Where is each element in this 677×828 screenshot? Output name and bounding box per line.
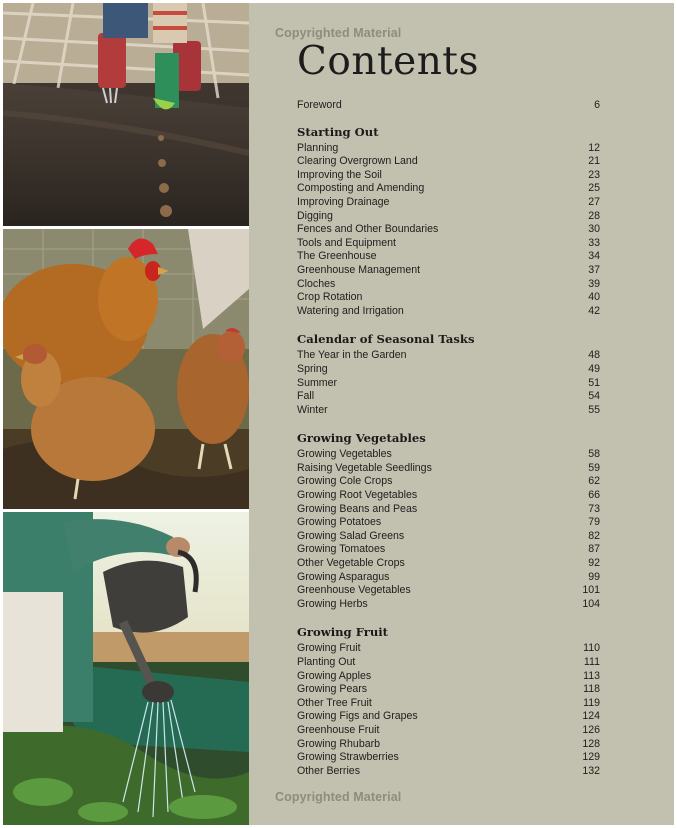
toc-entry-title: Other Tree Fruit [297, 696, 372, 709]
toc-entry-page: 6 [594, 99, 600, 111]
toc-entry-title: Growing Figs and Grapes [297, 710, 418, 723]
toc-entry-page: 27 [588, 195, 600, 208]
toc-entry-title: Clearing Overgrown Land [297, 155, 418, 168]
toc-section [297, 125, 600, 319]
toc-entry [297, 642, 600, 656]
toc-entry [297, 377, 600, 391]
toc-entry-title: The Year in the Garden [297, 349, 407, 362]
toc-entry-title: Growing Cole Crops [297, 475, 393, 488]
toc-entry-title: Growing Beans and Peas [297, 502, 418, 515]
toc-entry [297, 448, 600, 462]
toc-entry-page: 54 [588, 390, 600, 403]
toc-entry-title: Planning [297, 141, 339, 154]
toc-entry-title: Digging [297, 209, 333, 222]
toc-entry-title: The Greenhouse [297, 250, 377, 263]
toc-entry [297, 598, 600, 612]
toc-entry-title: Winter [297, 403, 328, 416]
toc-entry [297, 462, 600, 476]
toc-entry-title: Planting Out [297, 656, 356, 668]
photo-watering-can [3, 512, 249, 825]
toc-entry [297, 724, 600, 738]
toc-entry-page: 87 [588, 543, 600, 556]
toc-section-title: Growing Vegetables [297, 431, 426, 446]
toc-section [297, 625, 600, 778]
toc-entry-page: 119 [583, 696, 600, 709]
toc-entry-page: 124 [582, 710, 600, 723]
toc-entry-page: 25 [588, 182, 600, 195]
toc-entry [297, 530, 600, 544]
toc-entry-page: 129 [582, 751, 600, 764]
toc-entry [297, 503, 600, 517]
toc-entry-page: 28 [588, 209, 600, 222]
toc-entry-page: 128 [582, 737, 600, 750]
toc-entry-foreword [297, 99, 600, 113]
toc-entry-page: 92 [588, 557, 600, 570]
toc-entry-page: 30 [588, 223, 600, 236]
toc-entry-page: 34 [588, 250, 600, 263]
toc-entry [297, 237, 600, 251]
toc-entry-page: 39 [588, 277, 600, 290]
toc-entry [297, 571, 600, 585]
toc-entry-page: 23 [588, 168, 600, 181]
toc-entry [297, 765, 600, 779]
watermark-top: Copyrighted Material [275, 26, 402, 40]
toc-entry-title: Growing Strawberries [297, 751, 399, 764]
photo-column [3, 3, 249, 825]
watermark-bottom: Copyrighted Material [275, 790, 402, 804]
toc-entry-title: Improving the Soil [297, 168, 382, 181]
toc-entry-page: 12 [588, 141, 600, 154]
toc-entry-title: Greenhouse Management [297, 263, 421, 276]
toc-entry [297, 697, 600, 711]
toc-entry-title: Growing Rhubarb [297, 737, 381, 750]
toc-entry-page: 66 [588, 489, 600, 502]
toc-entry-title: Watering and Irrigation [297, 304, 404, 317]
toc-entry-title: Other Vegetable Crops [297, 557, 405, 570]
toc-entry [297, 264, 600, 278]
toc-entry-title: Growing Salad Greens [297, 529, 405, 542]
toc-entry-title: Foreword [297, 99, 342, 111]
toc-section-title: Starting Out [297, 124, 379, 139]
toc-entry [297, 223, 600, 237]
toc-entry [297, 656, 600, 670]
toc-entry-page: 82 [588, 529, 600, 542]
toc-entry-title: Greenhouse Fruit [297, 723, 380, 736]
toc-entry-title: Growing Asparagus [297, 570, 390, 583]
toc-entry-page: 126 [582, 723, 600, 736]
toc-entry-page: 118 [583, 683, 600, 696]
toc-entry-title: Fences and Other Boundaries [297, 223, 439, 236]
toc-entry [297, 683, 600, 697]
toc-entry-title: Growing Fruit [297, 642, 361, 655]
toc-entry-title: Growing Herbs [297, 597, 368, 610]
toc-entry-page: 49 [588, 362, 600, 375]
toc-entry-page: 132 [582, 764, 600, 777]
toc-entry-page: 37 [588, 263, 600, 276]
toc-entry-title: Growing Vegetables [297, 448, 392, 461]
toc-entry-page: 33 [588, 236, 600, 249]
toc-entry [297, 710, 600, 724]
toc-entry-page: 62 [588, 475, 600, 488]
toc-entry [297, 182, 600, 196]
toc-entry [297, 210, 600, 224]
toc-entry [297, 291, 600, 305]
toc-section-title: Growing Fruit [297, 625, 389, 640]
toc-entry [297, 516, 600, 530]
toc-entry-page: 42 [588, 304, 600, 317]
toc-entry [297, 305, 600, 319]
toc-entry-page: 79 [588, 516, 600, 529]
toc-entry-title: Cloches [297, 277, 336, 290]
toc-entry [297, 169, 600, 183]
photo-chickens [3, 229, 249, 509]
toc-entry [297, 584, 600, 598]
toc-entry-title: Raising Vegetable Seedlings [297, 461, 432, 474]
toc-entry-page: 101 [582, 584, 600, 597]
toc-entry [297, 489, 600, 503]
table-of-contents [297, 99, 600, 792]
toc-entry-title: Growing Apples [297, 669, 372, 682]
toc-entry-title: Composting and Amending [297, 182, 425, 195]
toc-entry-page: 99 [588, 570, 600, 583]
toc-entry-page: 110 [583, 642, 600, 655]
toc-entry [297, 670, 600, 684]
toc-entry-title: Growing Root Vegetables [297, 489, 418, 502]
toc-entry [297, 404, 600, 418]
contents-panel [249, 3, 674, 825]
toc-entry-title: Growing Pears [297, 683, 368, 696]
toc-entry [297, 751, 600, 765]
toc-entry-page: 113 [583, 669, 600, 682]
toc-entry-page: 21 [588, 155, 600, 168]
toc-section-title: Calendar of Seasonal Tasks [297, 332, 475, 347]
toc-entry-page: 51 [588, 376, 600, 389]
toc-entry-page: 40 [588, 291, 600, 304]
toc-section [297, 431, 600, 611]
toc-entry-page: 59 [588, 461, 600, 474]
toc-section [297, 332, 600, 417]
toc-entry [297, 363, 600, 377]
toc-entry-title: Growing Tomatoes [297, 543, 386, 556]
toc-entry-title: Crop Rotation [297, 291, 363, 304]
toc-entry-title: Fall [297, 390, 315, 403]
toc-entry-page: 104 [582, 597, 600, 610]
page-title: Contents [297, 39, 479, 84]
toc-entry-title: Spring [297, 362, 328, 375]
toc-entry [297, 543, 600, 557]
toc-entry-title: Tools and Equipment [297, 236, 396, 249]
toc-entry-page: 48 [588, 349, 600, 362]
photo-gardener-sowing-seeds [3, 3, 249, 226]
toc-entry [297, 278, 600, 292]
toc-entry [297, 250, 600, 264]
toc-sections [297, 125, 600, 779]
toc-entry [297, 738, 600, 752]
toc-entry-page: 73 [588, 502, 600, 515]
toc-entry [297, 557, 600, 571]
toc-entry [297, 475, 600, 489]
toc-entry [297, 196, 600, 210]
toc-entry [297, 349, 600, 363]
toc-entry-title: Summer [297, 376, 338, 389]
toc-entry-title: Greenhouse Vegetables [297, 584, 411, 597]
toc-entry [297, 155, 600, 169]
toc-entry-page: 58 [588, 448, 600, 461]
toc-entry-title: Growing Potatoes [297, 516, 382, 529]
toc-entry-title: Other Berries [297, 764, 360, 777]
toc-entry-page: 111 [583, 656, 600, 668]
toc-entry-page: 55 [588, 403, 600, 416]
toc-entry [297, 142, 600, 156]
toc-entry-title: Improving Drainage [297, 195, 390, 208]
toc-entry [297, 390, 600, 404]
